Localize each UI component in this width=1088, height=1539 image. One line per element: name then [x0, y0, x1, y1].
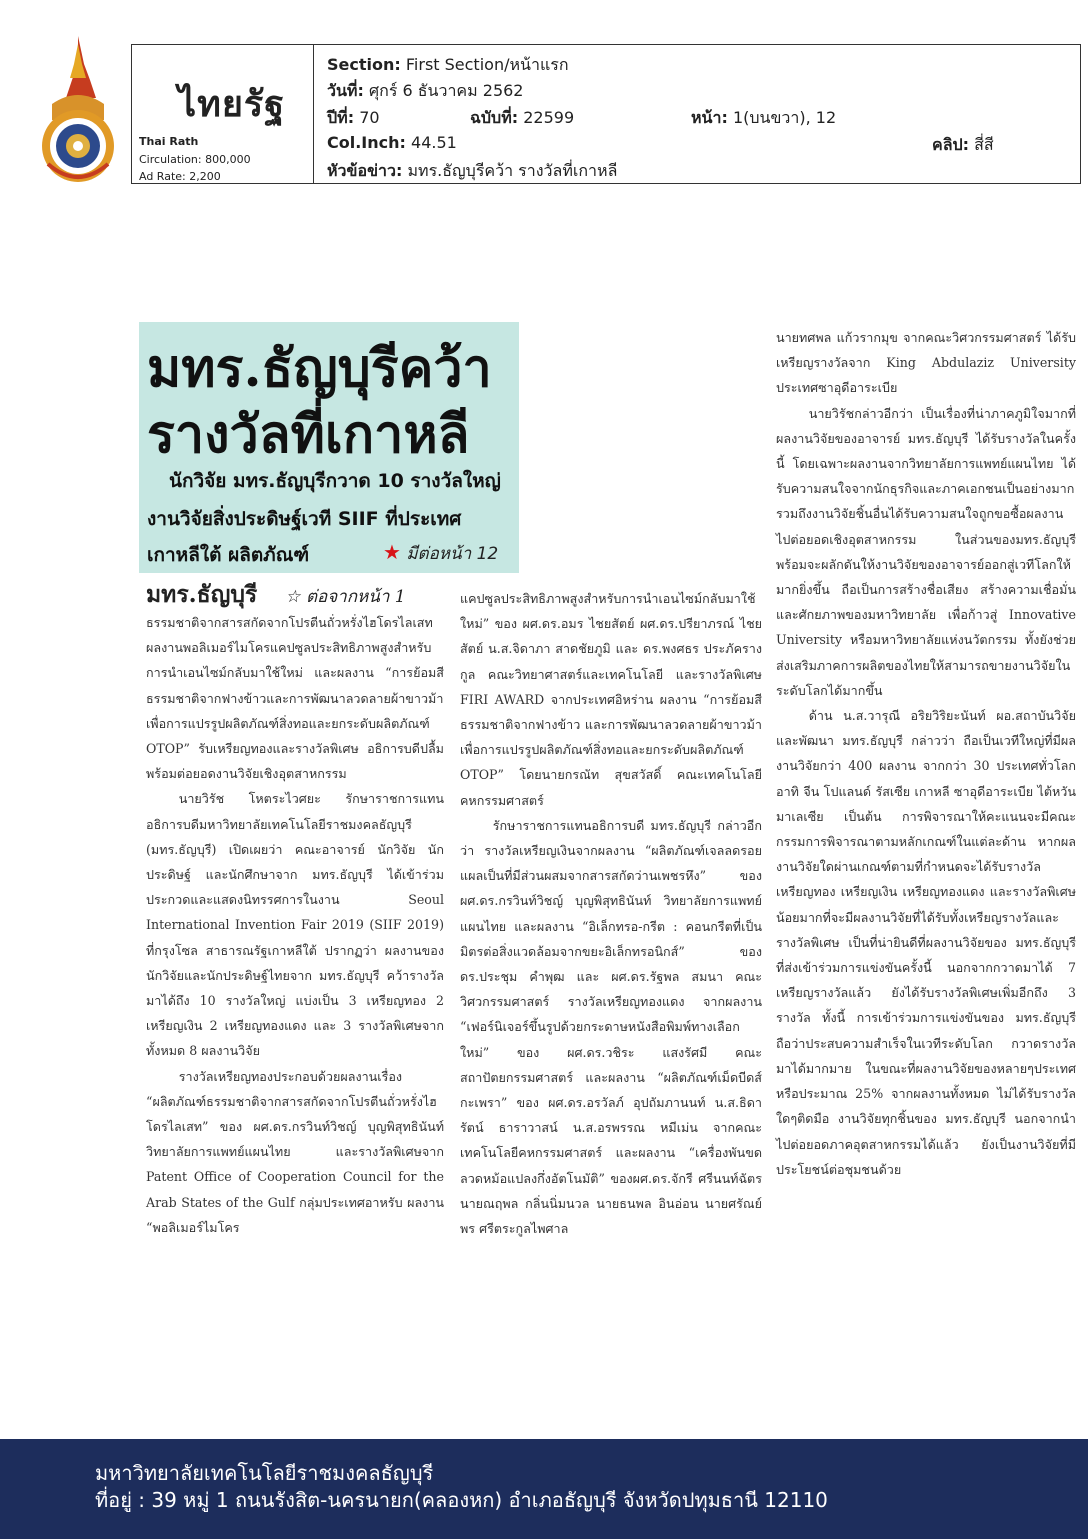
continued-page-ref: มีต่อหน้า 12	[406, 544, 499, 564]
ad-rate: Ad Rate: 2,200	[139, 170, 221, 183]
subheadline-1: นักวิจัย มทร.ธัญบุรีกวาด 10 รางวัลใหญ่	[169, 470, 501, 492]
date-label: วันที่:	[327, 81, 364, 100]
headline-line-2: รางวัลที่เกาหลี	[147, 404, 470, 465]
colinch-line	[327, 133, 457, 152]
clip-label: คลิป:	[932, 135, 970, 154]
headline-line	[327, 159, 617, 184]
headline-label: หัวข้อข่าว:	[327, 161, 403, 180]
col1-paragraph-1: ธรรมชาติจากสารสกัดจากโปรตีนถั่วหรั่งไฮโดรไลเสท ผลงานพอลิเมอร์ไมโครแคปซูลประสิทธิภาพสูงสำหรับการนำเอนไซม์กลับมาใช้ใหม่ และผลงาน “การย้อมสีธรรมชาติจากฟางข้าวและการพัฒนาลวดลายผ้าขาวม้าเพื่อการแปรรูปผลิตภัณฑ์สิ่งทอและยกระดับผลิตภัณฑ์ OTOP” รับเหรียญทองและรางวัลพิเศษ อธิการบดีปลื้มพร้อมต่อยอดงานวิจัยเชิงอุตสาหกรรม	[146, 615, 444, 782]
star-outline-icon: ☆	[285, 587, 301, 607]
footer-bar	[0, 1439, 1088, 1539]
col2-paragraph-2: รักษาราชการแทนอธิการบดี มทร.ธัญบุรี กล่าวอีกว่า รางวัลเหรียญเงินจากผลงาน “ผลิตภัณฑ์เจลลดรอยแผลเป็นที่มีส่วนผสมจากสารสกัดว่านเพชรหึง” ของ ผศ.ดร.กรวินท์วิชญ์ บุญพิสุทธินันท์ วิทยาลัยการแพทย์แผนไทย และผลงาน “อิเล็กทรอ-กรีต : คอนกรีตที่เป็นมิตรต่อสิ่งแวดล้อมจากขยะอิเล็กทรอนิกส์” ของ ดร.ประชุม คำพุฒ และ ผศ.ดร.รัฐพล สมนา คณะวิศวกรรมศาสตร์ รางวัลเหรียญทองแดง จากผลงาน “เฟอร์นิเจอร์ขึ้นรูปด้วยกระดาษหนังสือพิมพ์ทางเลือกใหม่” ของ ผศ.ดร.วชิระ แสงรัศมี คณะสถาปัตยกรรมศาสตร์ และผลงาน “ผลิตภัณฑ์เม็ดบีดส์กะเพรา” ของ ผศ.ดร.อรวัลภ์ อุปถัมภานนท์ น.ส.ธิดารัตน์ ธาราวาสน์ น.ส.อรพรรณ หมีเม่น จากคณะเทคโนโลยีคหกรรมศาสตร์ และผลงาน “เครื่องพันขดลวดหม้อแปลงกึ่งอัตโนมัติ” ของผศ.ดร.จักรี ศรีนนท์ฉัตร นายณฤพล กลิ่นนิ่มนวล นายธนพล อินอ่อน นายศรัณย์พร ศรีตระกูลไพศาล	[460, 817, 762, 1237]
continued-kicker	[146, 577, 406, 613]
kicker-ref: ต่อจากหน้า 1	[305, 587, 406, 607]
issue-line	[470, 106, 574, 131]
clipping-info-header	[131, 44, 1081, 184]
section-label: Section:	[327, 55, 401, 74]
section-line	[327, 53, 569, 78]
issue-value: 22599	[523, 108, 575, 127]
page-label: หน้า:	[691, 108, 728, 127]
circulation: Circulation: 800,000	[139, 153, 251, 166]
clip-line	[932, 133, 994, 158]
colinch-value: 44.51	[411, 133, 457, 152]
university-emblem-icon	[38, 34, 118, 190]
clip-value: สี่สี	[974, 135, 994, 154]
col3-paragraph-2: นายวิรัชกล่าวอีกว่า เป็นเรื่องที่น่าภาคภูมิใจมากที่ผลงานวิจัยของอาจารย์ มทร.ธัญบุรี ได้รับรางวัลในครั้งนี้ โดยเฉพาะผลงานจากวิทยาลัยการแพทย์แผนไทย ได้รับความสนใจจากนักธุรกิจและภาคเอกชนเป็นอย่างมาก รวมถึงงานวิจัยชิ้นอื่นได้รับความสนใจถูกขอซื้อผลงานไปต่อยอดเชิงอุตสาหกรรม ในส่วนของมทร.ธัญบุรี พร้อมจะผลักดันให้งานวิจัยของอาจารย์ออกสู่เวทีโลกให้มากยิ่งขึ้น ถือเป็นการสร้างชื่อเสียง สร้างความเชื่อมั่นและศักยภาพของมหาวิทยาลัย เพื่อก้าวสู่ Innovative University หรือมหาวิทยาลัยแห่งนวัตกรรม ทั้งยังช่วยส่งเสริมภาคการผลิตของไทยให้สามารถขายงานวิจัยในระดับโลกได้มากขึ้น	[776, 405, 1076, 698]
newspaper-masthead	[132, 45, 314, 183]
col3-paragraph-3: ด้าน น.ส.วารุณี อริยวิริยะนันท์ ผอ.สถาบันวิจัยและพัฒนา มทร.ธัญบุรี กล่าวว่า ถือเป็นเวทีใหญ่ที่มีผลงานวิจัยกว่า 400 ผลงาน จากกว่า 30 ประเทศทั่วโลก อาทิ จีน โปแลนด์ รัสเซีย เกาหลี ซาอุดีอาระเบีย ไต้หวัน มาเลเซีย เป็นต้น การพิจารณาให้คะแนนจะมีคณะกรรมการพิจารณาตามหลักเกณฑ์ในแต่ละด้าน หากผลงานวิจัยใดผ่านเกณฑ์ตามที่กำหนดจะได้รับรางวัลเหรียญทอง เหรียญเงิน เหรียญทองแดง และรางวัลพิเศษ น้อยมากที่จะมีผลงานวิจัยที่ได้รับทั้งเหรียญรางวัลและรางวัลพิเศษ เป็นที่น่ายินดีที่ผลงานวิจัยของ มทร.ธัญบุรี ที่ส่งเข้าร่วมการแข่งขันครั้งนี้ นอกจากกวาดมาได้ 7 เหรียญรางวัลแล้ว ยังได้รับรางวัลพิเศษเพิ่มอีกถึง 3 รางวัล ทั้งนี้ การเข้าร่วมการแข่งขันของ มทร.ธัญบุรี ถือว่าประสบความสำเร็จในเวทีระดับโลก กวาดรางวัลมาได้มากมาย ในขณะที่ผลงานวิจัยของหลายๆประเทศ หรือประมาณ 25% จากผลงานทั้งหมด ไม่ได้รับรางวัลใดๆติดมือ งานวิจัยทุกชิ้นของ มทร.ธัญบุรี นอกจากนำไปต่อยอดภาคอุตสาหกรรมได้แล้ว ยังเป็นงานวิจัยที่มีประโยชน์ต่อชุมชนด้วย	[776, 708, 1076, 1177]
newspaper-name: ไทยรัฐ	[178, 84, 286, 125]
article-column-2	[460, 586, 762, 1241]
col1-paragraph-3: รางวัลเหรียญทองประกอบด้วยผลงานเรื่อง “ผลิตภัณฑ์ธรรมชาติจากสารสกัดจากโปรตีนถั่วหรั่งไฮโดรไลเสท” ของ ผศ.ดร.กรวินท์วิชญ์ บุญพิสุทธินันท์ วิทยาลัยการแพทย์แผนไทย และรางวัลพิเศษจาก Patent Office of Cooperation Council for the Arab States of the Gulf กลุ่มประเทศอาหรับ ผลงาน “พอลิเมอร์ไมโคร	[146, 1068, 444, 1235]
year-label: ปีที่:	[327, 108, 355, 127]
subheadline-3: เกาหลีใต้ ผลิตภัณฑ์	[147, 544, 310, 566]
article-column-3	[776, 325, 1076, 1182]
continued-next	[383, 540, 498, 567]
footer-address: ที่อยู่ : 39 หมู่ 1 ถนนรังสิต-นครนายก(คลองหก) อำเภอธัญบุรี จังหวัดปทุมธานี 12110	[95, 1488, 828, 1512]
red-star-icon: ★	[383, 540, 401, 564]
year-value: 70	[359, 108, 380, 127]
issue-label: ฉบับที่:	[470, 108, 519, 127]
newspaper-name-en: Thai Rath	[139, 135, 199, 148]
page-value: 1(บนขวา), 12	[732, 108, 837, 127]
headline-value: มทร.ธัญบุรีคว้า รางวัลที่เกาหลี	[407, 161, 618, 180]
headline-box	[139, 322, 519, 573]
subheadline-2: งานวิจัยสิ่งประดิษฐ์เวที SIIF ที่ประเทศ	[147, 508, 462, 530]
date-value: ศุกร์ 6 ธันวาคม 2562	[368, 81, 524, 100]
col1-paragraph-2: นายวิรัช โหตระไวศยะ รักษาราชการแทนอธิการบดีมหาวิทยาลัยเทคโนโลยีราชมงคลธัญบุรี (มทร.ธัญบุรี) เปิดเผยว่า คณะอาจารย์ นักวิจัย นักประดิษฐ์ และนักศึกษาจาก มทร.ธัญบุรี ได้เข้าร่วมประกวดและแสดงนิทรรศการในงาน Seoul International Invention Fair 2019 (SIIF 2019) ที่กรุงโซล สาธารณรัฐเกาหลีใต้ ปรากฏว่า ผลงานของนักวิจัยและนักประดิษฐ์ไทยจาก มทร.ธัญบุรี คว้ารางวัลมาได้ถึง 10 รางวัลใหญ่ แบ่งเป็น 3 เหรียญทอง 2 เหรียญเงิน 2 เหรียญทองแดง และ 3 รางวัลพิเศษจากทั้งหมด 8 ผลงานวิจัย	[146, 791, 444, 1059]
year-line	[327, 106, 380, 131]
col2-paragraph-1: แคปซูลประสิทธิภาพสูงสำหรับการนำเอนไซม์กลับมาใช้ใหม่” ของ ผศ.ดร.อมร ไชยสัตย์ ผศ.ดร.ปรียาภรณ์ ไชยสัตย์ น.ส.จิดาภา สาดชัยภูมิ และ ดร.พงศธร ประภัครางกูล คณะวิทยาศาสตร์และเทคโนโลยี และรางวัลพิเศษ FIRI AWARD จากประเทศอิหร่าน ผลงาน “การย้อมสีธรรมชาติจากฟางข้าว และการพัฒนาลวดลายผ้าขาวม้าเพื่อการแปรรูปผลิตภัณฑ์สิ่งทอและยกระดับผลิตภัณฑ์ OTOP” โดยนายกรณัท สุขสวัสดิ์ คณะเทคโนโลยีคหกรรมศาสตร์	[460, 591, 762, 808]
col3-paragraph-1: นายทศพล แก้วรากมุข จากคณะวิศวกรรมศาสตร์ ได้รับเหรียญรางวัลจาก King Abdulaziz University ประเทศซาอุดีอาระเบีย	[776, 330, 1076, 396]
page-line	[691, 106, 836, 131]
colinch-label: Col.Inch:	[327, 133, 406, 152]
article-column-1	[146, 610, 444, 1240]
date-line	[327, 79, 523, 104]
headline-line-1: มทร.ธัญบุรีคว้า	[147, 338, 492, 399]
section-value: First Section/หน้าแรก	[405, 55, 569, 74]
footer-university: มหาวิทยาลัยเทคโนโลยีราชมงคลธัญบุรี	[95, 1461, 434, 1485]
kicker-title: มทร.ธัญบุรี	[146, 581, 258, 608]
